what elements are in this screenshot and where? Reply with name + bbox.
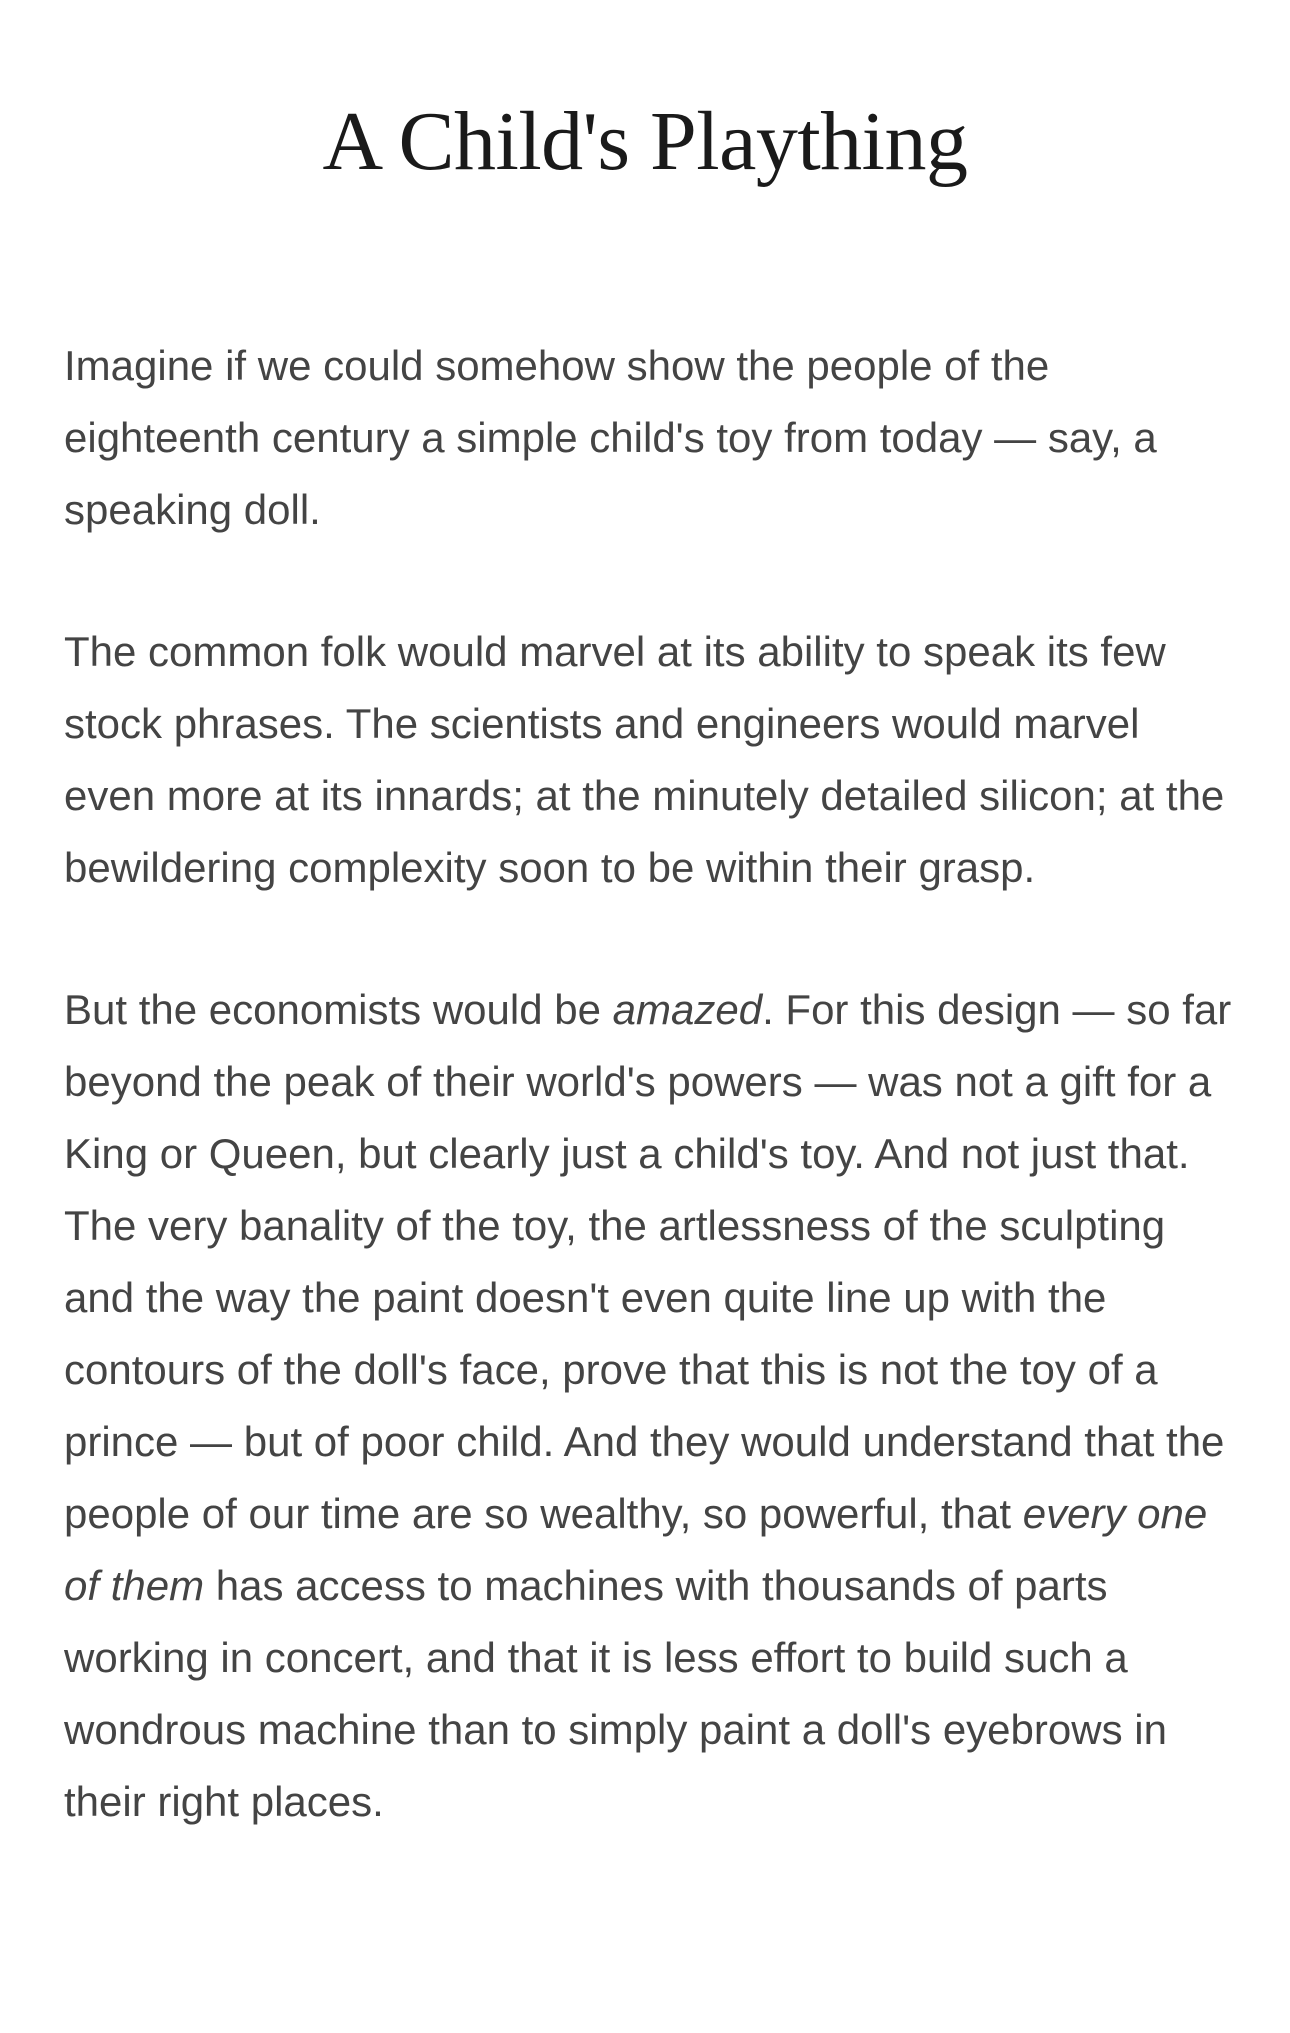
paragraph-3-text-part-2: . For this design — so far beyond the peak of their world's powers — was not a gift for a King or Queen, but clearly just a child's toy. And not just that. The very banality of the toy, the artlessness of the sculpting and the way the paint doesn't even quite line up with the contours of the doll's face, prove that this is not the toy of a prince — but of poor child. And they would understand that the people of our time are so wealthy, so powerful, that — [64, 986, 1232, 1537]
page-title: A Child's Plaything — [322, 95, 968, 188]
paragraph-1-text: Imagine if we could somehow show the people of the eighteenth century a simple child's toy from today — say, a speaking doll. — [64, 342, 1157, 533]
paragraph-2-text: The common folk would marvel at its ability to speak its few stock phrases. The scientists and engineers would marvel even more at its innards; at the minutely detailed silicon; at the bewildering complexity soon to be within their grasp. — [64, 628, 1225, 891]
paragraph-2 — [64, 616, 1232, 904]
emphasis-every-one-of-them: every one of them — [64, 1490, 1208, 1609]
paragraph-3-text-part-3: has access to machines with thousands of parts working in concert, and that it is less effort to build such a wondrous machine than to simply paint a doll's eyebrows in their right places. — [64, 1562, 1167, 1825]
paragraph-1 — [64, 330, 1232, 546]
emphasis-amazed: amazed — [612, 986, 763, 1033]
paragraph-3 — [64, 974, 1232, 1838]
article-body — [64, 330, 1232, 1908]
paragraph-3-text-part-1: But the economists would be — [64, 986, 613, 1033]
